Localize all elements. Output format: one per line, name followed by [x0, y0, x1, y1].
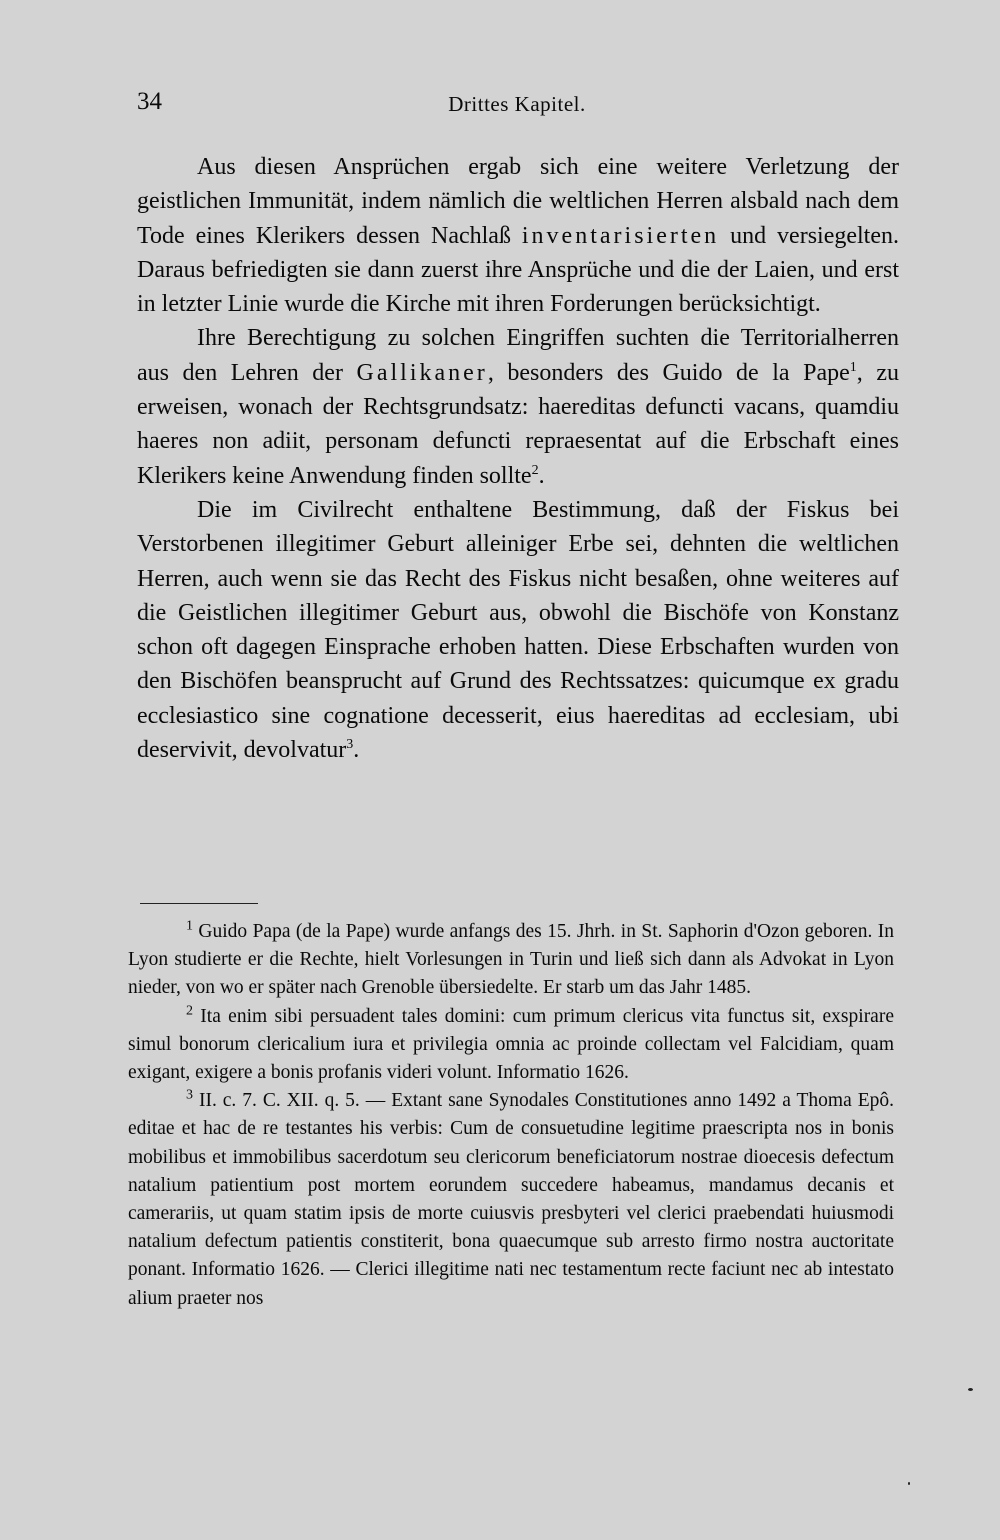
footnote-ref-2: 2 [531, 462, 539, 478]
paragraph-2-text-d: . [538, 462, 545, 489]
page-header [137, 88, 897, 124]
footnote-ref-1: 1 [849, 359, 857, 375]
paragraph-1-text-a: Aus diesen Ansprüchen ergab sich eine weitere Verletzung der geistlichen Immunität, indem nämlich die weltlichen Herren alsbald nach dem Tode eines Klerikers dessen Nachlaß [137, 154, 899, 249]
paragraph-3-text-b: . [353, 737, 360, 764]
footnote-2-marker: 2 [186, 1003, 193, 1019]
paragraph-3-text-a: Die im Civilrecht enthaltene Bestimmung, daß der Fiskus bei Verstorbenen illegitimer Geburt alleiniger Erbe sei, dehnten die weltlichen Herren, auch wenn sie das Recht des Fiskus nicht besaßen, ohne weiteres auf die Geistlichen illegitimer Geburt aus, obwohl die Bischöfe von Konstanz schon oft dagegen Einsprache erhoben hatten. Diese Erbschaften wurden von den Bischöfen beansprucht auf Grund des Rechtssatzes: quicumque ex gradu ecclesiastico sine cognatione decesserit, eius haereditas ad ecclesiam, ubi deservivit, devolvatur [137, 496, 899, 764]
scan-speck [968, 1388, 973, 1391]
footnote-1-text: Guido Papa (de la Pape) wurde anfangs des 15. Jhrh. in St. Saphorin d'Ozon geboren. In Lyon studierte er die Rechte, hielt Vorlesungen in Turin und ließ sich dann als Advokat in Lyon nieder, von wo er später nach Grenoble übersiedelte. Er starb um das Jahr 1485. [128, 921, 894, 999]
scan-speck [908, 1482, 910, 1485]
paragraph-1-text-b: und versiegelten. Daraus befriedigten sie dann zuerst ihre Ansprüche und die der Laien, und erst in letzter Linie wurde die Kirche mit ihren Forderungen berücksichtigt. [137, 222, 899, 318]
footnote-divider [140, 903, 258, 904]
footnotes [128, 918, 894, 1313]
footnote-2-text: Ita enim sibi persuadent tales domini: cum primum clericus vita functus sit, exspirare simul bonorum clericalium iura et privilegia omnia ac proinde collectam vel Falcidiam, quam exigant, exigere a bonis profanis videri volunt. Informatio 1626. [128, 1005, 894, 1084]
footnote-3 [128, 1087, 894, 1313]
page-number: 34 [137, 88, 162, 115]
paragraph-1-spaced-word: inventarisierten [521, 222, 720, 249]
footnote-2 [128, 1003, 894, 1088]
paragraph-2-text-c: , zu erweisen, wonach der Rechtsgrundsatz: haereditas defuncti vacans, quamdiu haeres non adiit, personam defuncti repraesentat auf die Erbschaft eines Klerikers keine Anwendung finden sollte [137, 359, 900, 489]
paragraph-2-spaced-word: Gallikaner [356, 359, 488, 386]
main-text [137, 150, 899, 767]
paragraph-2 [137, 321, 899, 492]
footnote-3-text: II. c. 7. C. XII. q. 5. — Extant sane Synodales Constitutiones anno 1492 a Thoma Epô. editae et hac de re testantes his verbis: Cum de consuetudine legitime praescripta nos in bonis mobilibus et immobilibus sacerdotum seu clericorum beneficiatorum nostrae dioecesis defectum natalium patientium post mortem eorundem succedere habeamus, mandamus decanis et camerariis, ut quam statim ipsis de morte cuiusvis presbyteri vel clerici praebendati huiusmodi natalium defectum patientis constiterit, bona quaecumque sub arresto firmo nostra auctoritate ponant. Informatio 1626. — Clerici illegitime nati nec testamentum recte faciunt nec ab intestato alium praeter nos [128, 1090, 894, 1309]
footnote-1 [128, 918, 894, 1003]
footnote-ref-3: 3 [346, 737, 354, 753]
footnote-1-marker: 1 [186, 918, 193, 934]
paragraph-1 [137, 150, 899, 321]
paragraph-2-text-a: Ihre Berechtigung zu solchen Eingriffen suchten die Territorialherren aus den Lehren der [137, 325, 899, 386]
running-title: Drittes Kapitel. [448, 92, 586, 116]
footnote-3-marker: 3 [186, 1087, 193, 1103]
paragraph-3 [137, 493, 899, 767]
paragraph-2-text-b: , besonders des Guido de la Pape [487, 359, 850, 386]
